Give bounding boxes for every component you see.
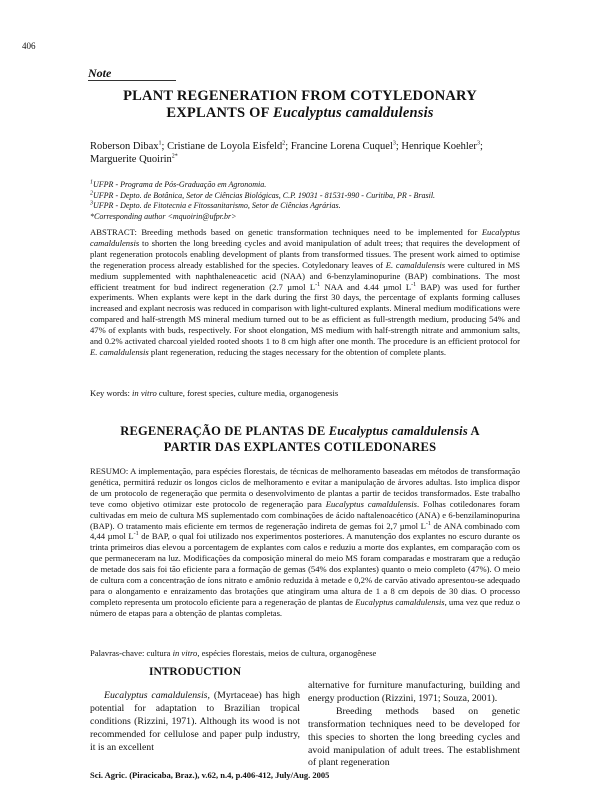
pt-title-suffix: A <box>467 424 480 438</box>
intro-right-paragraph: alternative for furniture manufacturing, building and energy production (Rizzini, 1971; Souza, 2001). <box>308 680 520 704</box>
resumo-text: , uma vez que reduz o número de etapas para a obtenção de plantas completas. <box>90 596 521 618</box>
intro-left-text: (Myrtaceae) has high potential for adaptation to Brazilian tropical conditions (Rizzini, 1971). Although its wood is not recommended for cellulose and paper pulp industry, it is an excellent <box>90 690 301 753</box>
introduction-heading: INTRODUCTION <box>148 666 241 678</box>
affiliation-mark: 3 <box>90 200 93 207</box>
intro-species: Eucalyptus camaldulensis, <box>104 690 210 701</box>
section-label: Note <box>88 66 112 80</box>
pt-title-species: Eucalyptus camaldulensis <box>328 424 468 438</box>
abstract-text: plant regeneration, reducing the stages necessary for the obtention of complete plants. <box>148 346 447 357</box>
intro-right-column <box>308 680 520 770</box>
author-name: ; Henrique Koehler <box>395 141 477 152</box>
author-affil-mark: 2 <box>282 140 286 147</box>
affiliation-mark: 2 <box>90 189 93 196</box>
resumo-text: A implementação, para espécies florestais, de técnicas de melhoramento baseadas em métodos de transformação genética, permitirá reduzir os longos ciclos de melhoramento e evitar a manipulação de árvores adultas. Isto implica dispor de um protocolo de regeneração que permita o desenvolvimento de plantas a partir de tecidos transformados. Este trabalho teve como objetivo otimizar este protocolo de regeneração para <box>90 466 520 509</box>
section-rule <box>88 80 176 81</box>
palavras-label: Palavras-chave: cultura <box>90 648 173 658</box>
resumo-italic: Eucalyptus camaldulensis <box>325 498 417 509</box>
author-affil-mark: 3 <box>476 140 480 147</box>
keywords <box>90 388 520 398</box>
corresponding-author-text: *Corresponding author <mquoirin@ufpr.br> <box>90 211 237 221</box>
affiliation-mark: 1 <box>90 179 93 186</box>
abstract-sup: -1 <box>315 281 321 288</box>
title-line-1: PLANT REGENERATION FROM COTYLEDONARY <box>123 88 477 104</box>
abstract-text: to shorten the long breeding cycles and avoid manipulation of adult trees; that requires the development of plant regeneration protocols enabling development of plants from transformed tissues. The present work aimed to optimise the regeneration process already established for the species. Cotyledonary leaves of <box>90 237 520 270</box>
resumo-italic: Eucalyptus camaldulensis <box>355 596 445 607</box>
title-species: Eucalyptus camaldulensis <box>272 105 434 121</box>
affiliations <box>90 180 520 222</box>
resumo-label: RESUMO: <box>90 466 129 476</box>
author-name: ; Cristiane de Loyola Eisfeld <box>161 141 283 152</box>
portuguese-title <box>60 423 540 455</box>
abstract <box>90 227 520 358</box>
abstract-text: BAP) was used for further experiments. When explants were kept in the dark during the first 30 days, the percentage of explants forming calluses increased and explant necrosis was reduced in comparison with light-cultured explants. Mineral medium modifications were compared and half-strength MS mineral medium turned out to be as efficient as full-strength medium, producing 54% and 47% of explants with buds, respectively. For shoot elongation, MS medium with half-strength nitrate and ammonium salts, and 0.2% activated charcoal yielded rooted shoots 1 to 8 cm high after one month. The procedure is an efficient protocol for <box>90 281 521 347</box>
resumo-text: de ANA combinado com 4,44 µmol L <box>90 520 520 542</box>
intro-right-text: Breeding methods based on genetic transformation techniques need to be developed for this species to shorten the long breeding cycles and avoid manipulation of adult trees. The establishment of plant regeneration <box>308 705 520 769</box>
intro-left-column <box>90 690 300 755</box>
palavras-text: , espécies florestais, meios de cultura, organogênese <box>197 648 377 658</box>
affiliation-line <box>90 180 520 191</box>
author-affil-mark: 3 <box>392 140 396 147</box>
author-name: Roberson Dibax <box>90 141 159 152</box>
author-name: ; Francine Lorena Cuquel <box>285 141 393 152</box>
author-name: ; Marguerite Quoirin <box>90 141 483 165</box>
abstract-label: ABSTRACT: <box>90 227 137 237</box>
affiliation-text: UFPR - Depto. de Fitotecnia e Fitossanitarismo, Setor de Ciências Agrárias. <box>93 201 341 210</box>
affiliation-text: UFPR - Depto. de Botânica, Setor de Ciências Biológicas, C.P. 19031 - 81531-990 - Curitiba, PR - Brasil. <box>93 190 436 200</box>
resumo-text: de BAP, o qual foi utilizado nos experimentos posteriores. A manutenção dos explantes no escuro durante os trinta primeiros dias elevou a porcentagem de explantes com calos e reduziu a morte dos explantes, em comparação com os que permaneceram na luz. Modificações da composição mineral do meio MS foram comparadas e mostraram que a redução de metade dos sais foi tão eficiente para a formação de gemas (54% dos explantes) quanto o meio completo (47%). O meio de cultura com a concentração de íons nitrato e amônio reduzida à metade e 0,2% de carvão ativado apresentou-se adequado para o alongamento e enraizamento das brotações que atingiram uma altura de 1 a 8 cm depois de 30 dias. O processo completo representa um protocolo eficiente para a regeneração de plantas de <box>90 531 521 607</box>
keywords-label: Key words: <box>90 388 133 398</box>
abstract-italic: E. camaldulensis <box>385 259 446 270</box>
abstract-text: Breeding methods based on genetic transformation techniques need to be implemented for <box>136 227 482 237</box>
pt-title-prefix: REGENERAÇÃO DE PLANTAS DE <box>120 424 329 438</box>
affiliation-line <box>90 201 520 212</box>
corresponding-author <box>90 212 520 223</box>
keywords-italic: in vitro <box>132 388 157 398</box>
author-affil-mark: 2* <box>171 153 178 160</box>
affiliation-text: UFPR - Programa de Pós-Graduação em Agronomia. <box>93 180 267 189</box>
resumo-sup: -1 <box>133 531 139 538</box>
pt-title-line-1 <box>60 423 540 439</box>
resumo <box>90 466 520 619</box>
author-list <box>90 140 510 166</box>
abstract-sup: -1 <box>411 281 417 288</box>
article-title <box>60 88 540 122</box>
title-line-2 <box>60 105 540 122</box>
keywords-text: culture, forest species, culture media, organogenesis <box>156 388 339 398</box>
abstract-italic: E. camaldulensis <box>90 346 149 357</box>
abstract-italic: Eucalyptus camaldulensis <box>90 227 520 248</box>
palavras-chave <box>90 648 520 658</box>
resumo-text: . Folhas cotiledonares foram cultivadas em meio de cultura MS suplementado com combinações de ácido naftalenoacético (ANA) e 6-benzilaminopurina (BAP). O tratamento mais eficiente em termos de regeneração indireta de gemas foi 2,7 µmol L <box>90 498 520 531</box>
abstract-text: were cultured in MS medium supplemented with naphthaleneacetic acid (NAA) and 6-benzylaminopurine (BAP) combinations. The most efficient treatment for bud indirect regeneration (2.7 µmol L <box>90 259 520 292</box>
journal-footer: Sci. Agric. (Piracicaba, Braz.), v.62, n.4, p.406-412, July/Aug. 2005 <box>90 770 330 780</box>
abstract-text: NAA and 4.44 µmol L <box>320 281 412 292</box>
pt-title-line-2: PARTIR DAS EXPLANTES COTILEDONARES <box>163 440 437 454</box>
title-line-2-prefix: EXPLANTS OF <box>166 105 273 121</box>
palavras-italic: in vitro <box>172 648 198 658</box>
resumo-sup: -1 <box>425 520 431 527</box>
affiliation-line <box>90 191 520 202</box>
intro-right-paragraph <box>308 706 520 771</box>
page-number: 406 <box>22 41 36 51</box>
author-affil-mark: 1 <box>158 140 162 147</box>
